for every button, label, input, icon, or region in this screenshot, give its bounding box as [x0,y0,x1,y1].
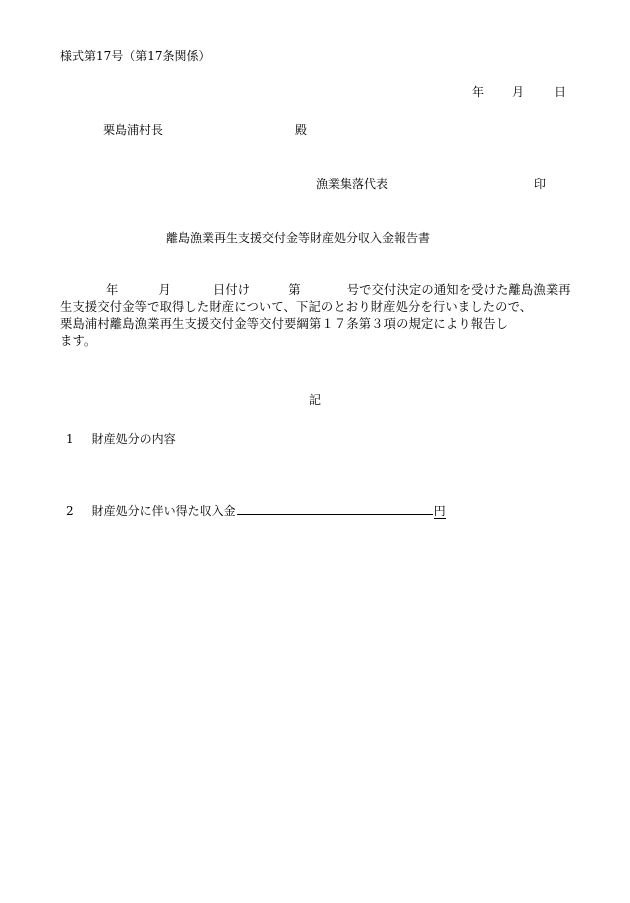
amount-underline [237,501,433,515]
body-line-1 [60,282,578,299]
addressee-name: 栗島浦村長 [103,123,164,137]
date-year-label: 年 [472,85,485,99]
sender-org: 漁業集落代表 [316,177,389,191]
item-1-number: 1 [66,432,74,446]
body-month: 月 [158,283,171,297]
body-line1-rest: 号で交付決定の通知を受けた離島漁業再 [346,283,571,297]
seal-mark: 印 [534,177,547,191]
body-paragraph [60,282,578,350]
item-2 [66,501,446,519]
date-day-label: 日 [554,85,567,99]
document-title: 離島漁業再生支援交付金等財産処分収入金報告書 [166,231,431,245]
ki-heading: 記 [309,393,322,407]
item-1 [66,431,176,447]
date-month-label: 月 [512,85,525,99]
item-2-label: 財産処分に伴い得た収入金 [91,504,236,518]
body-dated: 日付け [212,283,251,297]
item-2-unit: 円 [433,504,446,518]
item-1-label: 財産処分の内容 [91,432,176,446]
body-no-prefix: 第 [288,283,301,297]
body-line-3: 栗島浦村離島漁業再生支援交付金等交付要綱第１７条第３項の規定により報告し [60,317,509,331]
body-line-4: ます。 [60,334,97,348]
body-year: 年 [106,283,119,297]
item-2-number: 2 [66,504,74,518]
body-line-2: 生支援交付金等で取得した財産について、下記のとおり財産処分を行いましたので、 [60,300,533,314]
addressee-honorific: 殿 [295,123,308,137]
form-number: 様式第17号（第17条関係） [60,49,211,63]
